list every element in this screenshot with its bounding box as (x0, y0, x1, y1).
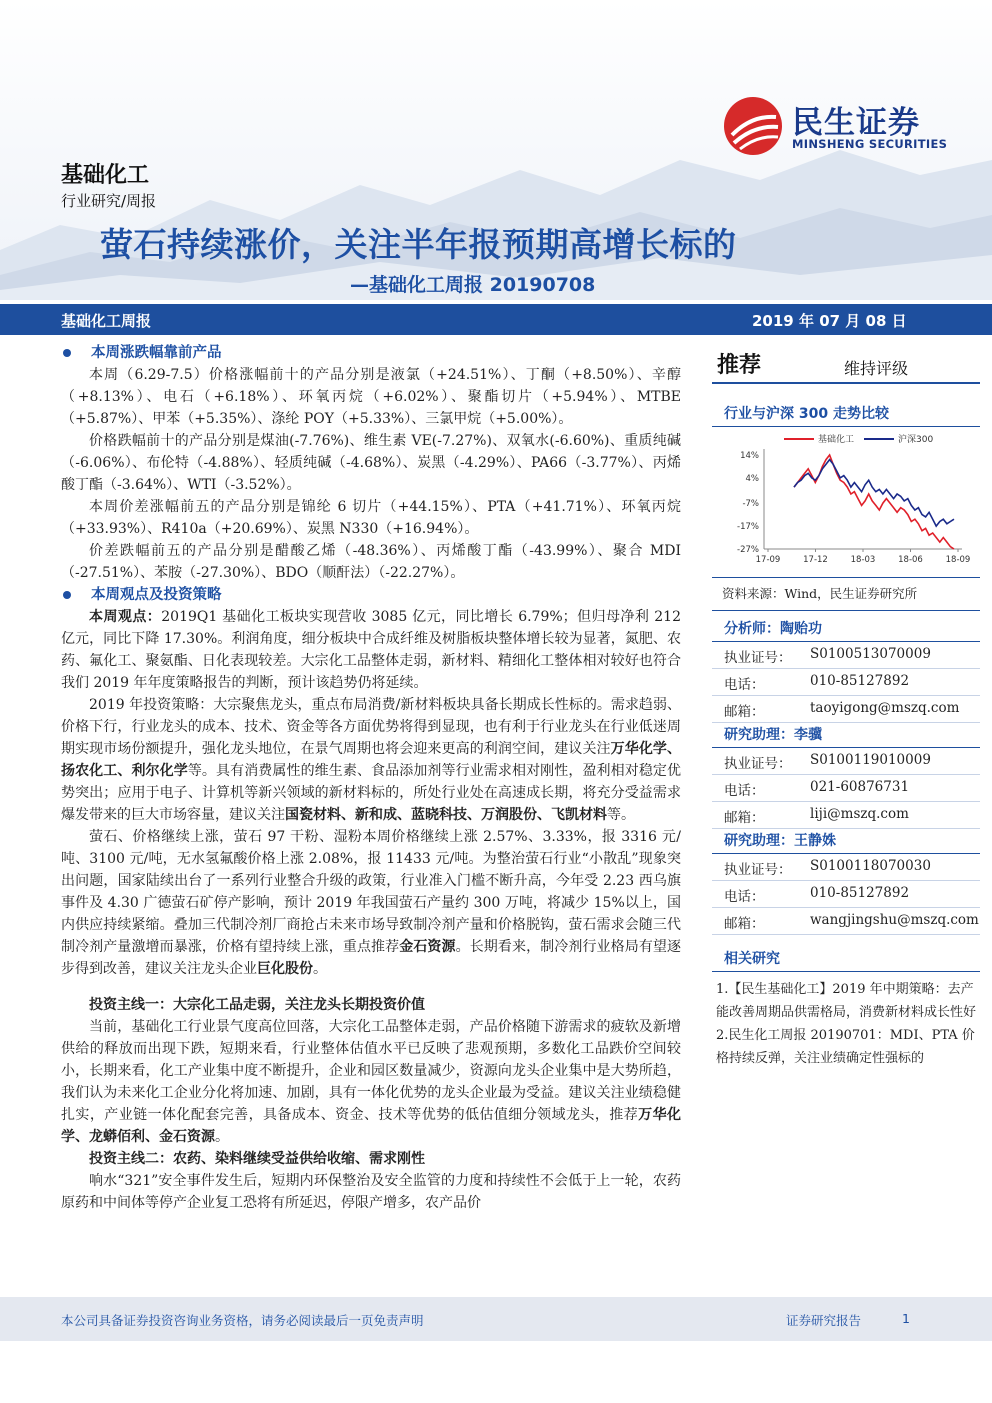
info-row (712, 775, 980, 802)
info-value: S0100119010009 (810, 752, 931, 768)
paragraph-text: 。长期看来，制冷剂行业格局有望逐步得到改善，建议关注龙头企业 (61, 939, 682, 977)
info-value: S0100118070030 (810, 858, 931, 874)
bold-company-names: 国瓷材料、新和成、蓝晓科技、万润股份、飞凯材料 (285, 807, 607, 823)
info-key: 电话： (724, 677, 765, 693)
info-value[interactable]: liji@mszq.com (810, 806, 909, 822)
legend-label: 基础化工 (818, 435, 855, 445)
paragraph (61, 826, 681, 980)
x-tick-label: 18-09 (945, 555, 971, 565)
section-title: 本周涨跌幅靠前产品 (91, 345, 222, 361)
minsheng-logo-icon (722, 95, 784, 157)
paragraph-text: 当前，基础化工行业景气度高位回落，大宗化工品整体走弱，产品价格随下游需求的疲软及新增供给的释放而出现下跌，短期来看，行业整体估值水平已反映了悲观预期，多数化工品跌价空间较小，长期来看，化工产业集中度不断提升，企业和园区数量减少，资源向龙头企业集中是大势所趋，我们认为未来化工企业分化将加速、加剧，具有一体化优势的龙头企业最为受益。建议关注业绩稳健扎实，产业链一体化配套完善，具备成本、资金、技术等优势的低估值细分领域龙头，推荐 (61, 1019, 681, 1123)
paragraph-text: 等。具有消费属性的维生素、食品添加剂等行业需求相对刚性，盈利相对稳定优势突出；应用于电子、计算机等新兴领域的新材料标的，所处行业处在高速成长期，将充分受益需求爆发带来的巨大市场容量，建议关注 (61, 763, 682, 823)
assistant-info (712, 854, 980, 935)
paragraph: 本周价差涨幅前五的产品分别是锦纶 6 切片（+44.15%）、PTA（+41.71%）、环氧丙烷（+33.93%）、R410a（+20.69%）、炭黑 N330（+16.94%）。 (61, 499, 681, 537)
bullet-icon (63, 591, 71, 599)
info-key: 电话： (724, 783, 765, 799)
info-row (712, 908, 980, 935)
report-type: 证券研究报告 (786, 1313, 862, 1328)
x-tick-label: 17-12 (803, 555, 828, 565)
related-item[interactable]: 2.民生化工周报 20190701：MDI、PTA 价格持续反弹，关注业绩确定性强标的 (716, 1028, 975, 1066)
analyst-info (712, 642, 980, 723)
paragraph: 本周（6.29-7.5）价格涨幅前十的产品分别是液氯（+24.51%）、丁酮（+8.50%）、辛醇（+8.13%）、电石（+6.18%）、环氧丙烷（+6.02%）、聚酯切片（+5.94%）、MTBE（+5.87%）、甲苯（+5.35%）、涤纶 POY（+5.33%）、三氯甲烷（+5.00%）。 (61, 367, 681, 427)
info-key: 执业证号： (724, 862, 792, 878)
rating-value: 维持评级 (844, 359, 909, 378)
band-report-series: 基础化工周报 (61, 312, 152, 330)
related-research-list (712, 972, 980, 1070)
chart-heading: 行业与沪深 300 走势比较 (712, 402, 980, 427)
analyst-heading: 分析师：陶贻功 (712, 617, 980, 642)
logo-text-en: MINSHENG SECURITIES (792, 137, 948, 151)
comparison-chart (712, 427, 980, 578)
paragraph: 价格跌幅前十的产品分别是煤油(-7.76%)、维生素 VE(-7.27%)、双氧水(-6.60%)、重质纯碱（-6.06%）、布伦特（-4.88%）、轻质纯碱（-4.68%）、炭黑（-4.29%）、PA66（-3.77%）、丙烯酸丁酯（-3.64%）、WTI（-3.52%）。 (61, 433, 681, 493)
bold-label: 本周观点： (89, 609, 162, 625)
info-row (712, 802, 980, 829)
logo-text-cn: 民生证券 (792, 105, 920, 141)
info-value: 010-85127892 (810, 885, 910, 901)
info-key: 邮箱： (724, 810, 765, 826)
section-heading (61, 584, 681, 606)
paragraph-text: 萤石、价格继续上涨，萤石 97 干粉、湿粉本周价格继续上涨 2.57%、3.33%，报 3316 元/吨、3100 元/吨，无水氢氟酸价格上涨 2.08%，报 11433 元/吨。为整治萤石行业“小散乱”现象突出问题，国家陆续出台了一系列行业整合升级的政策，行业准入门槛不断升高，今年受 2.23 西乌旗事件及 4.30 广德萤石矿停产影响，预计 2019 年我国萤石产量约 300 万吨，将减少 15%以上，国内供应持续紧缩。叠加三代制冷剂厂商抢占未来市场导致制冷剂产量和价格脱钩，萤石需求会随三代制冷剂产量激增而暴涨，价格有望持续上涨，重点推荐 (61, 829, 681, 955)
sub-heading: 投资主线一：大宗化工品走弱，关注龙头长期投资价值 (89, 997, 425, 1013)
paragraph-text: 。 (313, 961, 327, 977)
paragraph-text: 等。 (607, 807, 635, 823)
report-header (0, 0, 992, 300)
related-heading: 相关研究 (712, 947, 980, 972)
paragraph-text: 。 (215, 1129, 229, 1145)
report-date: 2019 年 07 月 08 日 (752, 312, 907, 330)
info-key: 邮箱： (724, 704, 765, 720)
info-row (712, 696, 980, 723)
company-logo (722, 95, 952, 159)
y-tick-label: -7% (742, 499, 759, 510)
bold-company-names: 万华化学、扬农化工、利尔化学 (61, 741, 682, 779)
y-tick-label: 14% (740, 451, 759, 461)
info-row (712, 642, 980, 669)
x-tick-label: 17-09 (755, 555, 781, 565)
info-key: 执业证号： (724, 650, 792, 666)
bullet-icon (63, 349, 71, 357)
assistant-info (712, 748, 980, 829)
page-number: 1 (902, 1311, 910, 1326)
info-row (712, 748, 980, 775)
section-title: 本周观点及投资策略 (91, 587, 222, 603)
main-content (61, 342, 681, 1214)
paragraph: 价差跌幅前五的产品分别是醋酸乙烯（-48.36%）、丙烯酸丁酯（-43.99%）、聚合 MDI（-27.51%）、苯胺（-27.30%）、BDO（顺酐法）（-22.27%）。 (61, 543, 681, 581)
info-key: 电话： (724, 889, 765, 905)
x-tick-label: 18-06 (898, 555, 923, 565)
info-row (712, 881, 980, 908)
paragraph-text: 2019 年投资策略：大宗聚焦龙头，重点布局消费/新材料板块具备长期成长性标的。需求趋弱、价格下行，行业龙头的成本、技术、资金等各方面优势将得到显现，也有利于行业龙头在行业低迷周期实现市场份额提升，强化龙头地位，在景气周期也将会迎来更高的利润空间，建议关注 (61, 697, 681, 757)
info-key: 执业证号： (724, 756, 792, 772)
bold-company-names: 金石资源 (399, 939, 456, 955)
info-value: 010-85127892 (810, 673, 910, 689)
disclaimer-notice: 本公司具备证券投资咨询业务资格，请务必阅读最后一页免责声明 (61, 1313, 424, 1328)
report-title: 萤石持续涨价，关注半年报预期高增长标的 (100, 225, 737, 264)
y-tick-label: -27% (737, 545, 759, 555)
title-band (0, 304, 992, 335)
line-chart (712, 427, 980, 577)
page-footer (0, 1297, 992, 1341)
related-item[interactable]: 1.【民生基础化工】2019 年中期策略：去产能改善周期品供需格局，消费新材料成长性好 (716, 982, 977, 1020)
info-key: 邮箱： (724, 916, 765, 932)
assistant-heading: 研究助理：王静姝 (712, 829, 980, 854)
series-line (794, 460, 954, 526)
assistant-heading: 研究助理：李骥 (712, 723, 980, 748)
sub-heading: 投资主线二：农药、染料继续受益供给收缩、需求刚性 (89, 1151, 425, 1167)
info-value: S0100513070009 (810, 646, 931, 662)
info-value[interactable]: taoyigong@mszq.com (810, 700, 960, 716)
bold-company-names: 巨化股份 (257, 961, 313, 977)
paragraph (61, 694, 681, 826)
info-row (712, 669, 980, 696)
y-tick-label: -17% (737, 522, 759, 533)
rating-row (712, 342, 980, 384)
info-value: 021-60876731 (810, 779, 910, 795)
paragraph (61, 606, 681, 694)
industry-name: 基础化工 (61, 163, 150, 188)
y-tick-label: 4% (745, 473, 759, 484)
section-heading (61, 342, 681, 364)
paragraph (61, 1016, 681, 1148)
paragraph-text: 2019Q1 基础化工板块实现营收 3085 亿元，同比增长 6.79%；但归母净利 212 亿元，同比下降 17.30%。利润角度，细分板块中合成纤维及树脂板块整体增长较为显著，氮肥、农药、氟化工、聚氨酯、日化表现较差。大宗化工品整体走弱，新材料、精细化工整体相对较好也符合我们 2019 年年度策略报告的判断，预计该趋势仍将延续。 (61, 609, 682, 691)
info-row (712, 854, 980, 881)
report-subtitle: —基础化工周报 20190708 (350, 274, 596, 296)
series-line (794, 455, 954, 549)
legend-label: 沪深300 (898, 435, 934, 445)
report-kind: 行业研究/周报 (61, 192, 157, 210)
chart-source: 资料来源：Wind，民生证券研究所 (712, 578, 980, 611)
bold-company-names: 万华化学、龙蟒佰利、金石资源 (61, 1107, 681, 1145)
info-value[interactable]: wangjingshu@mszq.com (810, 912, 979, 928)
paragraph: 响水“321”安全事件发生后，短期内环保整治及安全监管的力度和持续性不会低于上一轮，农药原药和中间体等停产企业复工恐将有所延迟，停限产增多，农产品价 (61, 1173, 681, 1211)
x-tick-label: 18-03 (850, 555, 876, 565)
rating-label: 推荐 (717, 353, 762, 378)
sidebar (712, 342, 980, 1070)
